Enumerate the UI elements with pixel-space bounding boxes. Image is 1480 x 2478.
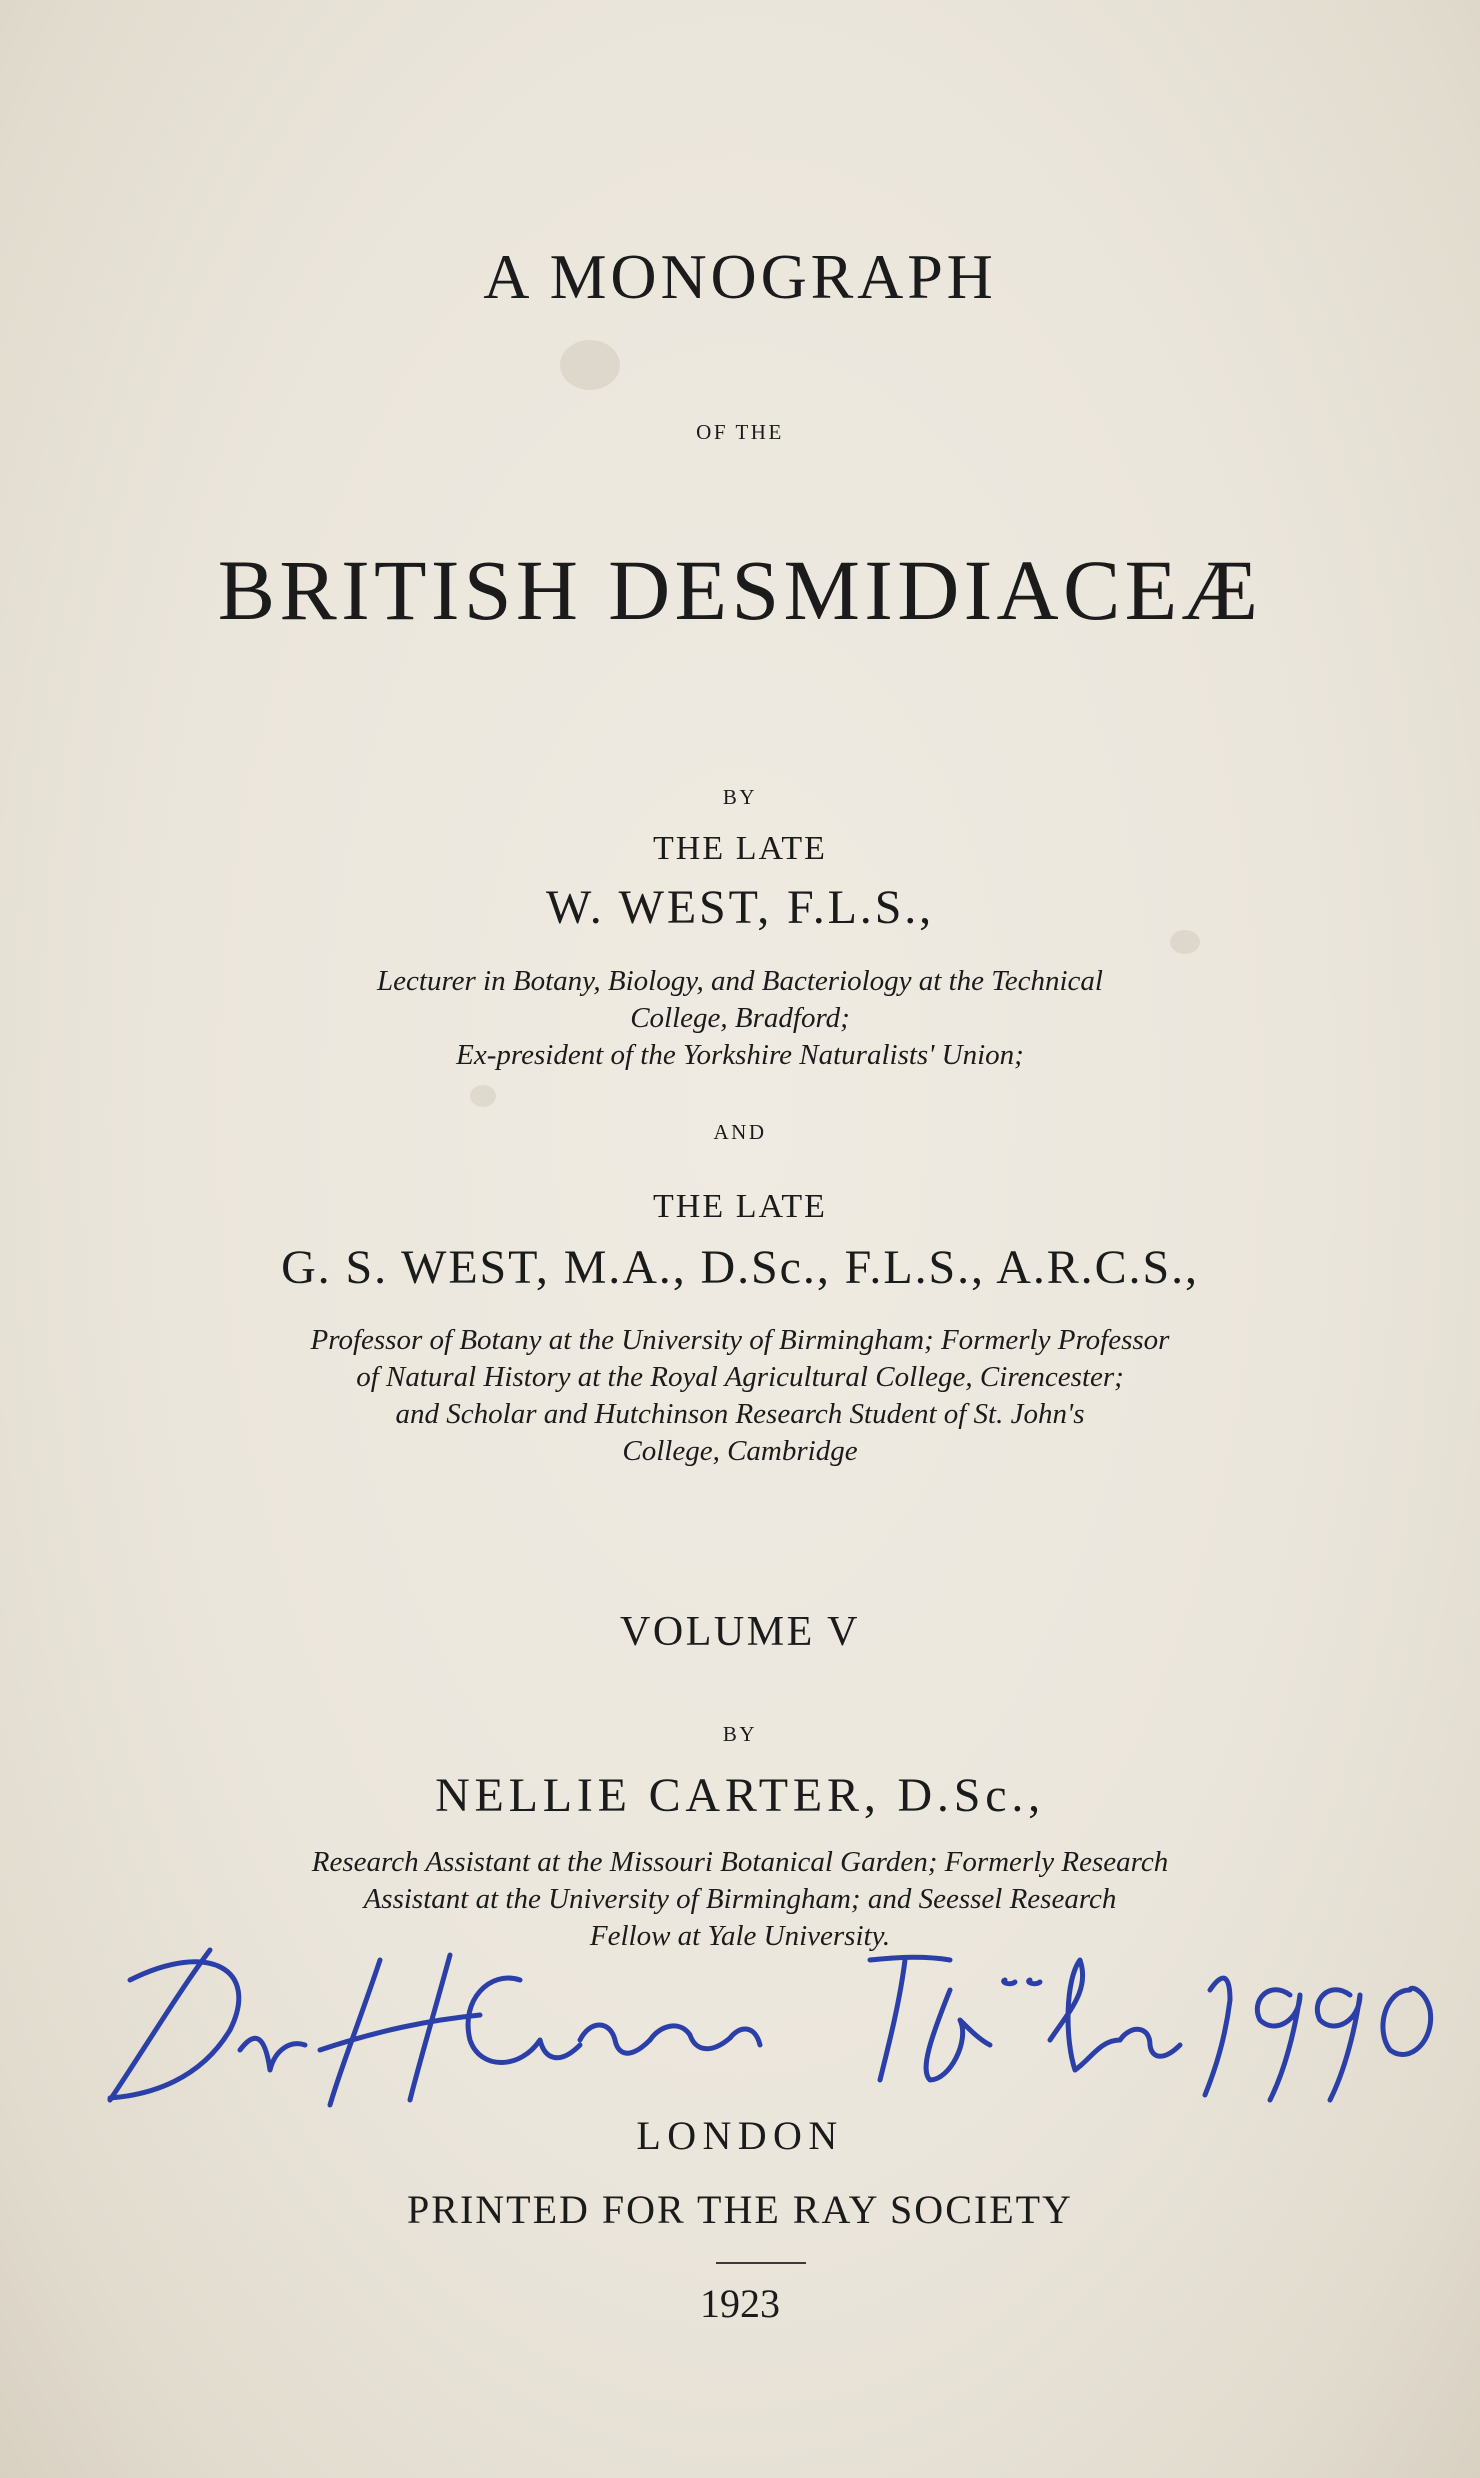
author-2-description-line-4: College, Cambridge <box>622 1435 858 1467</box>
author-3-description-line-3: Fellow at Yale University. <box>589 1920 891 1952</box>
author-1-description-line-3: Ex-president of the Yorkshire Naturalists' Union; <box>456 1039 1024 1071</box>
author-2-name: G. S. WEST, M.A., D.Sc., F.L.S., A.R.C.S., <box>281 1241 1199 1294</box>
publication-year: 1923 <box>700 2281 780 2326</box>
author-1-description-line-2: College, Bradford; <box>630 1002 850 1034</box>
paper-stain <box>560 340 620 390</box>
paper-stain <box>470 1085 496 1107</box>
the-late-label-1: THE LATE <box>652 830 827 867</box>
handwritten-signature <box>90 1920 1450 2140</box>
author-2-description-line-2: of Natural History at the Royal Agricultural College, Cirencester; <box>356 1361 1124 1393</box>
place-of-publication: LONDON <box>636 2113 844 2158</box>
author-2-description-line-3: and Scholar and Hutchinson Research Student of St. John's <box>395 1398 1085 1430</box>
main-title: BRITISH DESMIDIACEÆ <box>217 542 1263 638</box>
by-label-2: BY <box>722 1722 758 1746</box>
publisher-line: PRINTED FOR THE RAY SOCIETY <box>407 2187 1073 2232</box>
author-3-name: NELLIE CARTER, D.Sc., <box>435 1769 1045 1822</box>
the-late-label-2: THE LATE <box>652 1188 827 1225</box>
author-2-description-line-1: Professor of Botany at the University of Birmingham; Formerly Professor <box>310 1324 1170 1356</box>
author-1-description-line-1: Lecturer in Botany, Biology, and Bacteriology at the Technical <box>377 965 1103 997</box>
publisher-year-divider <box>716 2262 806 2264</box>
and-label: AND <box>713 1120 767 1144</box>
by-label-1: BY <box>722 785 758 809</box>
title-of-the: OF THE <box>696 420 784 444</box>
author-3-description-line-1: Research Assistant at the Missouri Botanical Garden; Formerly Research <box>311 1846 1169 1878</box>
author-1-name: W. WEST, F.L.S., <box>545 881 935 934</box>
volume-label: VOLUME V <box>620 1609 860 1655</box>
author-3-description-line-2: Assistant at the University of Birmingham; and Seessel Research <box>363 1883 1117 1915</box>
title-line-1: A MONOGRAPH <box>483 241 997 312</box>
